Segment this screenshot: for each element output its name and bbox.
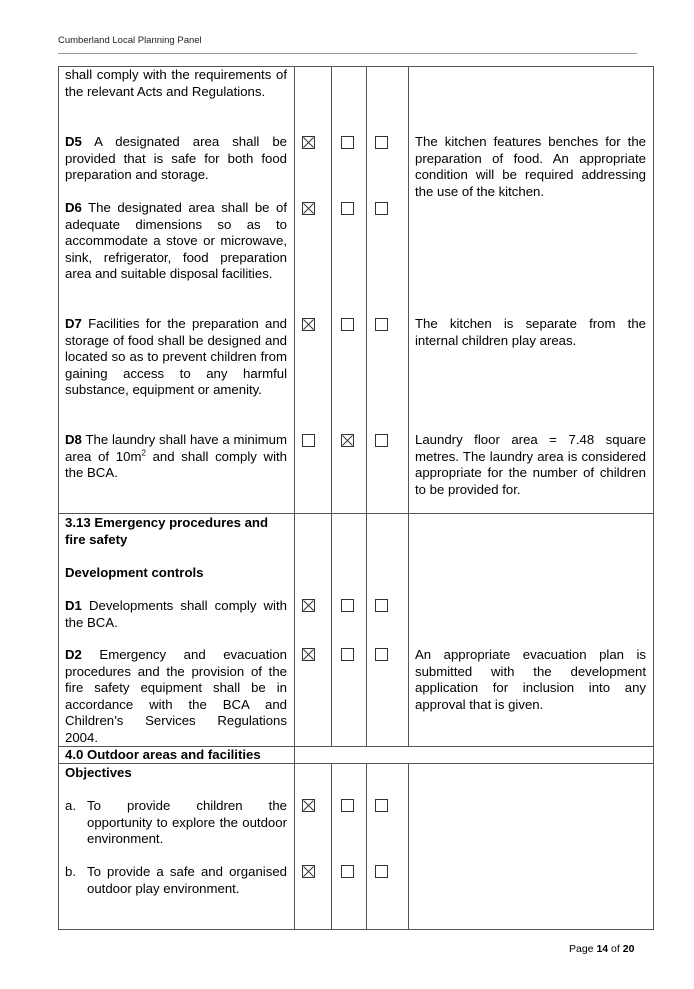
table-col-divider — [366, 66, 367, 746]
control-label: D8 — [65, 432, 82, 447]
checkbox-yes-checked[interactable] — [302, 599, 315, 612]
checkbox-na-unchecked[interactable] — [375, 434, 388, 447]
section-subheading: Development controls — [65, 565, 204, 580]
control-label: D2 — [65, 647, 82, 662]
objective-b — [65, 864, 287, 897]
superscript: 2 — [141, 448, 146, 458]
comment-d2: An appropriate evacuation plan is submitted with the development application for inclusion into any approval that is given. — [415, 647, 646, 712]
control-label: D6 — [65, 200, 82, 215]
control-d7 — [65, 316, 287, 399]
section-heading-4-0: 4.0 Outdoor areas and facilities — [65, 747, 261, 762]
table-col-divider — [331, 763, 332, 929]
checkbox-na-unchecked[interactable] — [375, 599, 388, 612]
control-d6 — [65, 200, 287, 283]
checkbox-no-unchecked[interactable] — [341, 599, 354, 612]
control-label: D1 — [65, 598, 82, 613]
control-d2 — [65, 647, 287, 746]
objective-a — [65, 798, 287, 848]
checkbox-yes-checked[interactable] — [302, 318, 315, 331]
table-col-divider — [331, 66, 332, 746]
page-of: of — [608, 943, 623, 955]
control-d1 — [65, 598, 287, 631]
objectives-heading: Objectives — [65, 765, 132, 780]
page-prefix: Page — [569, 943, 597, 955]
checkbox-no-unchecked[interactable] — [341, 318, 354, 331]
checkbox-yes-unchecked[interactable] — [302, 434, 315, 447]
checkbox-no-unchecked[interactable] — [341, 799, 354, 812]
table-col-divider — [408, 763, 409, 929]
control-text: A designated area shall be provided that is safe for both food preparation and storage. — [65, 134, 288, 182]
checkbox-no-unchecked[interactable] — [341, 202, 354, 215]
comment-d5: The kitchen features benches for the preparation of food. An appropriate condition will be required addressing the use of the kitchen. — [415, 134, 646, 199]
header-divider — [58, 53, 637, 54]
section-heading-3-13: 3.13 Emergency procedures and fire safety — [65, 515, 269, 547]
list-item — [65, 798, 287, 848]
control-text: The laundry shall have a minimum area of 10m — [65, 432, 287, 464]
cross-mark-icon — [303, 600, 314, 611]
table-row-divider — [58, 513, 654, 514]
checkbox-yes-checked[interactable] — [302, 865, 315, 878]
comment-d8: Laundry floor area = 7.48 square metres. The laundry area is considered appropriate for the number of children to be provided for. — [415, 432, 646, 497]
cross-mark-icon — [303, 203, 314, 214]
cross-mark-icon — [303, 800, 314, 811]
checkbox-na-unchecked[interactable] — [375, 136, 388, 149]
page-current: 14 — [596, 943, 609, 955]
cross-mark-icon — [303, 649, 314, 660]
control-d5 — [65, 134, 287, 184]
checkbox-no-unchecked[interactable] — [341, 136, 354, 149]
checkbox-yes-checked[interactable] — [302, 202, 315, 215]
checkbox-na-unchecked[interactable] — [375, 865, 388, 878]
cross-mark-icon — [303, 866, 314, 877]
checkbox-na-unchecked[interactable] — [375, 648, 388, 661]
checkbox-na-unchecked[interactable] — [375, 202, 388, 215]
table-col-divider — [294, 66, 295, 929]
list-text: To provide children the opportunity to explore the outdoor environment. — [87, 798, 287, 846]
list-marker: a. — [65, 798, 76, 813]
cross-mark-icon — [342, 435, 353, 446]
table-border-left — [58, 66, 59, 929]
list-item — [65, 864, 287, 897]
list-marker: b. — [65, 864, 76, 879]
control-d8 — [65, 432, 287, 482]
cross-mark-icon — [303, 319, 314, 330]
control-label: D7 — [65, 316, 82, 331]
continued-requirement: shall comply with the requirements of the relevant Acts and Regulations. — [65, 67, 287, 99]
control-text: Developments shall comply with the BCA. — [65, 598, 287, 630]
control-text: Emergency and evacuation procedures and the provision of the fire safety equipment shall be in accordance with the BCA and Children’s Services Regulations 2004. — [65, 647, 287, 745]
comment-d7: The kitchen is separate from the internal children play areas. — [415, 316, 646, 348]
page-number — [569, 943, 634, 955]
table-border-bottom — [58, 929, 654, 930]
continued-requirement-text — [65, 67, 287, 100]
page-header: Cumberland Local Planning Panel — [58, 35, 202, 46]
checkbox-na-unchecked[interactable] — [375, 318, 388, 331]
checkbox-no-unchecked[interactable] — [341, 865, 354, 878]
control-text: The designated area shall be of adequate dimensions so as to accommodate a stove or microwave, sink, refrigerator, food preparation area and suitable disposal facilities. — [65, 200, 287, 281]
table-border-right — [653, 66, 654, 929]
checkbox-no-unchecked[interactable] — [341, 648, 354, 661]
checkbox-na-unchecked[interactable] — [375, 799, 388, 812]
page-total: 20 — [622, 943, 635, 955]
cross-mark-icon — [303, 137, 314, 148]
table-col-divider — [366, 763, 367, 929]
list-text: To provide a safe and organised outdoor play environment. — [87, 864, 287, 896]
checkbox-yes-checked[interactable] — [302, 799, 315, 812]
control-label: D5 — [65, 134, 82, 149]
checkbox-yes-checked[interactable] — [302, 136, 315, 149]
checkbox-yes-checked[interactable] — [302, 648, 315, 661]
control-text: Facilities for the preparation and storage of food shall be designed and located so as to prevent children from gaining access to any harmful substance, equipment or amenity. — [65, 316, 287, 397]
control-text-cont: and shall comply with the BCA. — [65, 448, 287, 480]
checkbox-no-checked[interactable] — [341, 434, 354, 447]
table-col-divider — [408, 66, 409, 746]
